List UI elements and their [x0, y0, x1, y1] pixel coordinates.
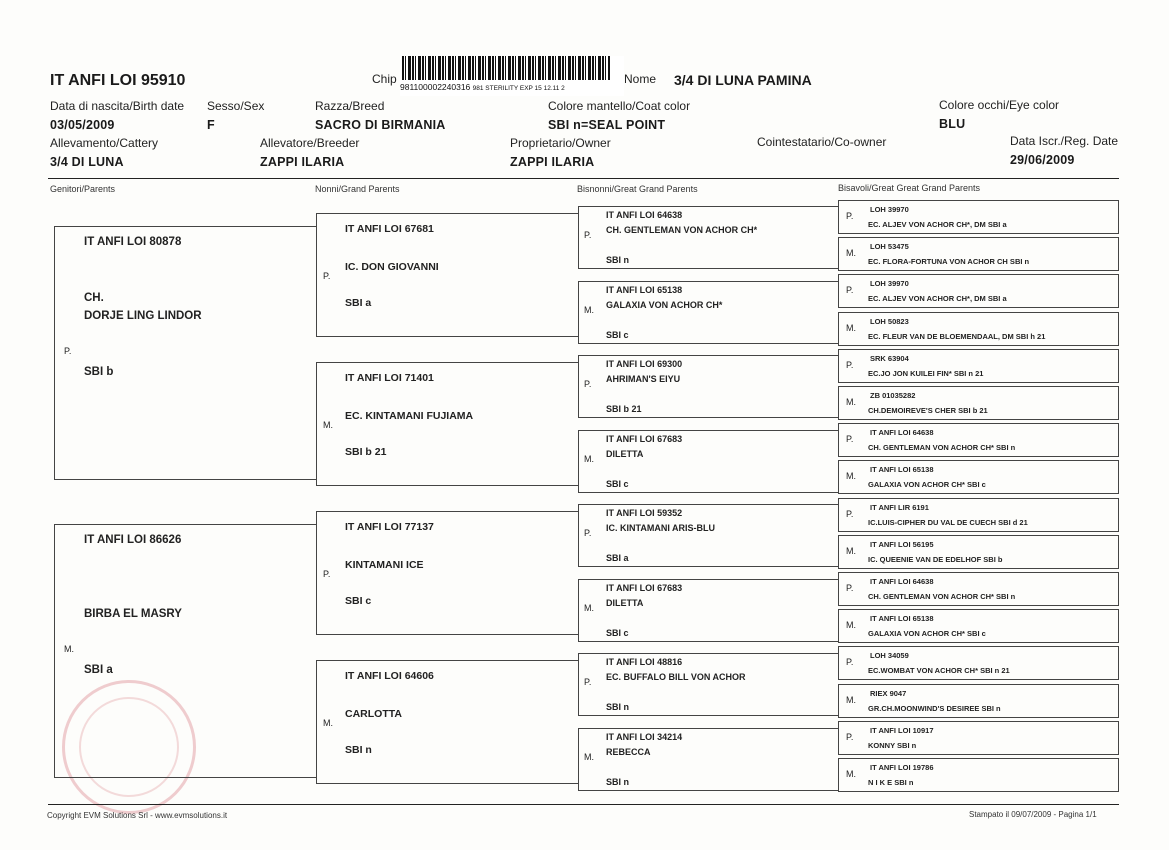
- owner-label: Proprietario/Owner: [510, 136, 611, 150]
- great-grandparent-sex-mark: P.: [584, 379, 592, 389]
- grandparent-sex-mark: P.: [323, 569, 331, 579]
- great-grandparent-reg: IT ANFI LOI 64638: [606, 210, 683, 220]
- grandparent-color: SBI a: [345, 297, 372, 309]
- great-great-reg: LOH 34059: [870, 651, 909, 661]
- cattery-value: 3/4 DI LUNA: [50, 155, 124, 169]
- great-great-reg: IT ANFI LOI 19786: [870, 763, 934, 772]
- great-great-name: CH. GENTLEMAN VON ACHOR CH* SBI n: [868, 592, 1016, 601]
- chip-barcode: [400, 56, 624, 96]
- grandparent-name: CARLOTTA: [345, 708, 402, 720]
- breeder-label: Allevatore/Breeder: [260, 136, 360, 150]
- great-great-sex-mark: M.: [846, 471, 856, 482]
- chip-extra: 981 STERILITY EXP 15 12.11 2: [472, 85, 565, 92]
- great-great-reg: IT ANFI LIR 6191: [870, 502, 929, 512]
- great-grandparent-color: SBI a: [606, 553, 629, 563]
- great-great-name: IC. QUEENIE VAN DE EDELHOF SBI b: [868, 554, 1003, 564]
- great-grandparent-sex-mark: M.: [584, 454, 594, 464]
- great-great-sex-mark: P.: [846, 583, 854, 593]
- parent-reg: IT ANFI LOI 86626: [84, 534, 182, 546]
- great-grandparent-color: SBI n: [606, 777, 630, 787]
- footer-divider: [48, 804, 1119, 805]
- grandparent-color: SBI b 21: [345, 446, 387, 458]
- parent-box: [54, 524, 316, 778]
- name-label: Nome: [624, 72, 657, 86]
- printed-date: Stampato il 09/07/2009 - Pagina 1/1: [969, 810, 1097, 819]
- breed-label: Razza/Breed: [315, 99, 385, 113]
- parent-name: BIRBA EL MASRY: [84, 608, 182, 620]
- great-great-name: KONNY SBI n: [868, 740, 917, 750]
- great-grandparent-sex-mark: P.: [584, 528, 592, 538]
- great-great-reg: LOH 53475: [870, 242, 909, 252]
- parent-title: CH.: [84, 292, 104, 304]
- grandparent-reg: IT ANFI LOI 67681: [345, 223, 434, 235]
- grandparent-sex-mark: M.: [323, 420, 333, 430]
- great-great-sex-mark: P.: [846, 657, 854, 668]
- great-great-name: GR.CH.MOONWIND'S DESIREE SBI n: [868, 703, 1001, 713]
- great-great-name: IC.LUIS-CIPHER DU VAL DE CUECH SBI d 21: [868, 517, 1028, 527]
- great-great-name: EC. ALJEV VON ACHOR CH*, DM SBI a: [868, 220, 1007, 229]
- birth-date-label: Data di nascita/Birth date: [50, 99, 185, 113]
- cattery-label: Allevamento/Cattery: [50, 136, 159, 150]
- parent-reg: IT ANFI LOI 80878: [84, 236, 182, 248]
- birth-date-value: 03/05/2009: [50, 118, 115, 132]
- great-great-reg: IT ANFI LOI 10917: [870, 725, 934, 735]
- parent-sex-mark: M.: [64, 644, 74, 654]
- great-grandparent-sex-mark: M.: [584, 305, 594, 315]
- great-great-name: CH. GENTLEMAN VON ACHOR CH* SBI n: [868, 443, 1016, 453]
- reg-date-label: Data Iscr./Reg. Date: [1010, 134, 1119, 148]
- grandparent-sex-mark: P.: [323, 271, 331, 281]
- grandparent-reg: IT ANFI LOI 71401: [345, 372, 434, 384]
- great-great-name: EC.JO JON KUILEI FIN* SBI n 21: [868, 368, 984, 378]
- reg-date-value: 29/06/2009: [1010, 153, 1075, 167]
- coowner-label: Cointestatario/Co-owner: [757, 135, 887, 149]
- great-great-name: EC.WOMBAT VON ACHOR CH* SBI n 21: [868, 666, 1010, 676]
- great-great-reg: IT ANFI LOI 56195: [870, 539, 934, 549]
- great-grandparent-reg: IT ANFI LOI 67683: [606, 434, 683, 444]
- great-great-name: EC. ALJEV VON ACHOR CH*, DM SBI a: [868, 294, 1007, 304]
- great-grandparent-name: GALAXIA VON ACHOR CH*: [606, 300, 723, 310]
- great-grandparent-name: AHRIMAN'S EIYU: [606, 374, 681, 384]
- great-grandparent-name: EC. BUFFALO BILL VON ACHOR: [606, 672, 746, 682]
- eye-color-label: Colore occhi/Eye color: [939, 98, 1060, 112]
- grandparent-sex-mark: M.: [323, 718, 333, 728]
- col-great-great: Bisavoli/Great Great Grand Parents: [838, 183, 981, 193]
- great-grandparent-reg: IT ANFI LOI 67683: [606, 583, 683, 593]
- great-grandparent-name: DILETTA: [606, 449, 644, 459]
- great-great-name: EC. FLORA-FORTUNA VON ACHOR CH SBI n: [868, 257, 1030, 267]
- parent-name: DORJE LING LINDOR: [84, 310, 202, 322]
- great-grandparent-sex-mark: M.: [584, 752, 594, 762]
- great-great-reg: RIEX 9047: [870, 688, 907, 698]
- great-grandparent-color: SBI n: [606, 702, 630, 712]
- sex-label: Sesso/Sex: [207, 99, 265, 113]
- breeder-value: ZAPPI ILARIA: [260, 155, 345, 169]
- great-grandparent-name: REBECCA: [606, 747, 651, 757]
- great-great-sex-mark: P.: [846, 508, 854, 519]
- grandparent-reg: IT ANFI LOI 64606: [345, 670, 434, 682]
- great-grandparent-sex-mark: M.: [584, 603, 594, 613]
- col-grandparents: Nonni/Grand Parents: [315, 184, 400, 194]
- great-grandparent-reg: IT ANFI LOI 34214: [606, 732, 683, 742]
- registration-number: IT ANFI LOI 95910: [50, 72, 186, 89]
- chip-number: 981100002240316: [400, 82, 471, 92]
- great-grandparent-sex-mark: P.: [584, 230, 592, 240]
- great-great-reg: IT ANFI LOI 65138: [870, 465, 934, 475]
- great-great-sex-mark: M.: [846, 545, 856, 556]
- grandparent-name: IC. DON GIOVANNI: [345, 261, 439, 273]
- great-grandparent-color: SBI b 21: [606, 404, 642, 414]
- cat-name: 3/4 DI LUNA PAMINA: [674, 72, 812, 88]
- great-great-sex-mark: M.: [846, 397, 856, 407]
- great-great-reg: SRK 63904: [870, 353, 909, 363]
- parent-box: [54, 226, 316, 480]
- great-great-sex-mark: M.: [846, 620, 856, 631]
- breed-value: SACRO DI BIRMANIA: [315, 118, 446, 132]
- great-grandparent-color: SBI c: [606, 479, 629, 489]
- great-grandparent-reg: IT ANFI LOI 59352: [606, 508, 683, 518]
- grandparent-name: KINTAMANI ICE: [345, 559, 424, 571]
- chip-label: Chip: [372, 72, 397, 86]
- great-great-reg: LOH 39970: [870, 279, 909, 289]
- great-great-sex-mark: M.: [846, 248, 856, 259]
- great-great-sex-mark: P.: [846, 434, 854, 445]
- barcode-bars: [402, 56, 610, 80]
- great-great-sex-mark: M.: [846, 769, 856, 779]
- grandparent-color: SBI n: [345, 744, 372, 756]
- grandparent-color: SBI c: [345, 595, 372, 607]
- barcode-text: [400, 82, 565, 92]
- great-great-sex-mark: M.: [846, 322, 856, 333]
- col-great-grandparents: Bisnonni/Great Grand Parents: [577, 184, 698, 194]
- great-great-sex-mark: P.: [846, 731, 854, 742]
- great-great-name: N I K E SBI n: [868, 778, 914, 787]
- great-great-sex-mark: M.: [846, 694, 856, 705]
- great-great-reg: IT ANFI LOI 65138: [870, 614, 934, 624]
- parent-color: SBI a: [84, 664, 113, 676]
- great-great-reg: IT ANFI LOI 64638: [870, 577, 934, 586]
- great-grandparent-color: SBI c: [606, 628, 629, 638]
- great-grandparent-name: CH. GENTLEMAN VON ACHOR CH*: [606, 225, 758, 235]
- great-grandparent-color: SBI c: [606, 330, 629, 340]
- great-great-reg: LOH 39970: [870, 205, 909, 214]
- great-great-reg: LOH 50823: [870, 316, 909, 326]
- header-divider: [48, 178, 1119, 179]
- great-great-name: GALAXIA VON ACHOR CH* SBI c: [868, 629, 986, 639]
- great-grandparent-name: IC. KINTAMANI ARIS-BLU: [606, 523, 715, 533]
- owner-value: ZAPPI ILARIA: [510, 155, 595, 169]
- great-great-sex-mark: P.: [846, 211, 854, 221]
- great-grandparent-reg: IT ANFI LOI 69300: [606, 359, 683, 369]
- great-great-sex-mark: P.: [846, 285, 854, 296]
- coat-color-value: SBI n=SEAL POINT: [548, 118, 666, 132]
- great-grandparent-sex-mark: P.: [584, 677, 592, 687]
- great-grandparent-reg: IT ANFI LOI 48816: [606, 657, 683, 667]
- sex-value: F: [207, 118, 215, 132]
- great-grandparent-name: DILETTA: [606, 598, 644, 608]
- great-great-name: EC. FLEUR VAN DE BLOEMENDAAL, DM SBI h 21: [868, 331, 1046, 341]
- great-great-reg: IT ANFI LOI 64638: [870, 428, 934, 438]
- great-great-name: GALAXIA VON ACHOR CH* SBI c: [868, 480, 986, 490]
- grandparent-name: EC. KINTAMANI FUJIAMA: [345, 410, 474, 422]
- parent-color: SBI b: [84, 366, 114, 378]
- great-grandparent-reg: IT ANFI LOI 65138: [606, 285, 683, 295]
- great-great-name: CH.DEMOIREVE'S CHER SBI b 21: [868, 406, 988, 415]
- eye-color-value: BLU: [939, 117, 966, 131]
- copyright: Copyright EVM Solutions Srl - www.evmsolutions.it: [47, 811, 228, 820]
- col-parents: Genitori/Parents: [50, 184, 116, 194]
- parent-sex-mark: P.: [64, 346, 72, 356]
- great-grandparent-color: SBI n: [606, 255, 630, 265]
- great-great-sex-mark: P.: [846, 359, 854, 370]
- grandparent-reg: IT ANFI LOI 77137: [345, 521, 434, 533]
- great-great-reg: ZB 01035282: [870, 391, 916, 400]
- coat-color-label: Colore mantello/Coat color: [548, 99, 691, 113]
